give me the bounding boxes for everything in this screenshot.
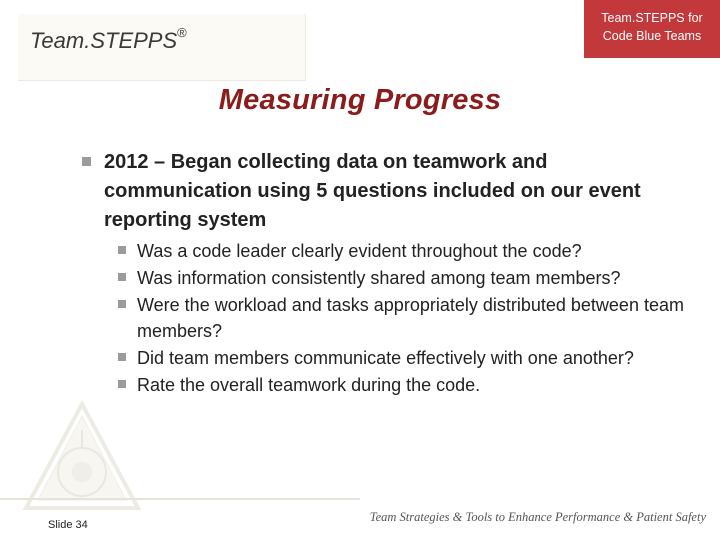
question-text: Were the workload and tasks appropriately distributed between team members? <box>137 295 684 341</box>
question-list <box>118 238 708 399</box>
square-bullet-icon <box>118 273 126 281</box>
main-bullet-text: 2012 – Began collecting data on teamwork and communication using 5 questions included on our event reporting system <box>104 151 641 231</box>
teamstepps-logo <box>30 25 187 54</box>
registered-mark: ® <box>177 25 187 40</box>
square-bullet-icon <box>118 300 126 308</box>
program-label-line2: Code Blue Teams <box>602 29 702 43</box>
slide-title: Measuring Progress <box>218 84 502 116</box>
question-item <box>118 265 708 291</box>
question-item <box>118 345 708 371</box>
square-bullet-icon <box>118 353 126 361</box>
program-label-line1: Team.STEPPS for <box>601 11 703 25</box>
question-text: Did team members communicate effectively with one another? <box>137 348 634 368</box>
question-item <box>118 372 708 398</box>
slide-number: Slide 34 <box>48 519 88 531</box>
question-text: Rate the overall teamwork during the code. <box>137 375 481 395</box>
logo-text: Team.STEPPS <box>30 28 178 53</box>
question-text: Was a code leader clearly evident throughout the code? <box>137 241 582 261</box>
square-bullet-icon <box>82 157 91 166</box>
square-bullet-icon <box>118 246 126 254</box>
question-item <box>118 238 708 264</box>
footer-tagline: Team Strategies & Tools to Enhance Performance & Patient Safety <box>369 510 706 524</box>
question-text: Was information consistently shared among team members? <box>137 268 621 288</box>
footer-divider <box>0 498 360 500</box>
teamstepps-triangle-watermark-icon <box>22 400 142 512</box>
program-label-box <box>584 0 720 58</box>
square-bullet-icon <box>118 380 126 388</box>
question-item <box>118 292 708 344</box>
